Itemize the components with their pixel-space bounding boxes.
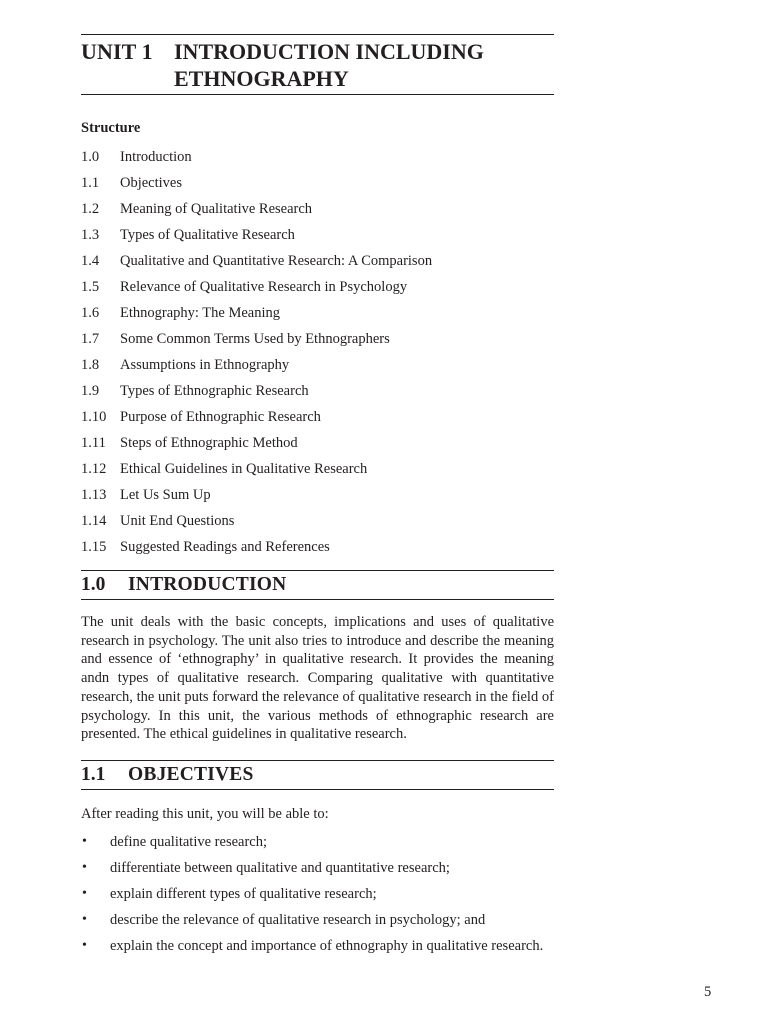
objective-text: describe the relevance of qualitative research in psychology; and	[110, 912, 486, 928]
structure-item-number: 1.15	[81, 539, 107, 555]
structure-item-number: 1.11	[81, 435, 106, 451]
structure-item-label: Objectives	[120, 175, 183, 191]
structure-item	[81, 382, 554, 408]
structure-item-label: Ethical Guidelines in Qualitative Research	[120, 461, 368, 477]
bullet-icon: •	[82, 912, 87, 927]
objective-item	[81, 859, 561, 885]
introduction-section-number: 1.0	[81, 574, 106, 595]
structure-item-number: 1.12	[81, 461, 107, 477]
structure-item-label: Unit End Questions	[120, 513, 235, 529]
structure-item-label: Let Us Sum Up	[120, 487, 211, 503]
unit-header	[81, 34, 554, 95]
unit-title: INTRODUCTION INCLUDING ETHNOGRAPHY	[174, 39, 484, 91]
structure-item-label: Meaning of Qualitative Research	[120, 201, 313, 217]
structure-item-number: 1.6	[81, 305, 100, 321]
structure-item-label: Qualitative and Quantitative Research: A Comparison	[120, 253, 433, 269]
structure-item-label: Ethnography: The Meaning	[120, 305, 281, 321]
objective-text: explain different types of qualitative research;	[110, 886, 377, 902]
structure-item-label: Suggested Readings and References	[120, 539, 330, 555]
objective-item	[81, 885, 561, 911]
bullet-icon: •	[82, 860, 87, 875]
structure-item-label: Steps of Ethnographic Method	[120, 435, 298, 451]
structure-item-number: 1.9	[81, 383, 100, 399]
structure-item	[81, 434, 554, 460]
introduction-paragraph: The unit deals with the basic concepts, implications and uses of qualitative research in psychology. The unit also tries to introduce and describe the meaning and essence of ‘ethnography’ in qualitative research. It provides the meaning andn types of qualitative research. Comparing qualitative with quantitative research, the unit puts forward the relevance of qualitative research in the field of psychology. In this unit, the various methods of ethnographic research are presented. The ethical guidelines in qualitative research.	[81, 614, 554, 743]
structure-item	[81, 408, 554, 434]
structure-item-number: 1.13	[81, 487, 107, 503]
structure-item-label: Relevance of Qualitative Research in Psychology	[120, 279, 408, 295]
structure-item-number: 1.0	[81, 149, 100, 165]
objective-item	[81, 911, 561, 937]
structure-item-number: 1.10	[81, 409, 107, 425]
structure-item	[81, 512, 554, 538]
structure-item	[81, 252, 554, 278]
structure-item	[81, 174, 554, 200]
structure-item	[81, 226, 554, 252]
unit-number: UNIT 1	[81, 39, 153, 64]
structure-item	[81, 200, 554, 226]
objective-text: define qualitative research;	[110, 834, 268, 850]
structure-item	[81, 356, 554, 382]
structure-item-number: 1.4	[81, 253, 100, 269]
objective-text: differentiate between qualitative and quantitative research;	[110, 860, 450, 876]
structure-item	[81, 304, 554, 330]
structure-item	[81, 486, 554, 512]
structure-item-number: 1.14	[81, 513, 107, 529]
structure-item-label: Introduction	[120, 149, 192, 165]
structure-heading: Structure	[81, 120, 141, 136]
bullet-icon: •	[82, 886, 87, 901]
page-number: 5	[704, 984, 712, 1000]
structure-item-number: 1.5	[81, 279, 100, 295]
structure-item-number: 1.7	[81, 331, 100, 347]
objectives-heading	[81, 760, 554, 790]
structure-item-label: Types of Ethnographic Research	[120, 383, 309, 399]
objective-item	[81, 833, 561, 859]
objective-text: explain the concept and importance of ethnography in qualitative research.	[110, 938, 544, 954]
structure-list	[81, 148, 554, 564]
introduction-section-title: INTRODUCTION	[128, 574, 287, 595]
structure-item-label: Purpose of Ethnographic Research	[120, 409, 321, 425]
bullet-icon: •	[82, 834, 87, 849]
objectives-section-number: 1.1	[81, 764, 106, 785]
structure-item-number: 1.2	[81, 201, 100, 217]
structure-item-label: Some Common Terms Used by Ethnographers	[120, 331, 390, 347]
structure-item-number: 1.3	[81, 227, 100, 243]
structure-item	[81, 538, 554, 564]
bullet-icon: •	[82, 938, 87, 953]
structure-item-label: Assumptions in Ethnography	[120, 357, 290, 373]
structure-item	[81, 460, 554, 486]
objectives-list	[81, 833, 561, 963]
introduction-heading	[81, 570, 554, 600]
objectives-section-title: OBJECTIVES	[128, 764, 254, 785]
objectives-lead: After reading this unit, you will be able to:	[81, 806, 329, 822]
structure-item	[81, 278, 554, 304]
structure-item	[81, 148, 554, 174]
structure-item	[81, 330, 554, 356]
structure-item-number: 1.8	[81, 357, 100, 373]
structure-item-number: 1.1	[81, 175, 100, 191]
structure-item-label: Types of Qualitative Research	[120, 227, 295, 243]
objective-item	[81, 937, 561, 963]
